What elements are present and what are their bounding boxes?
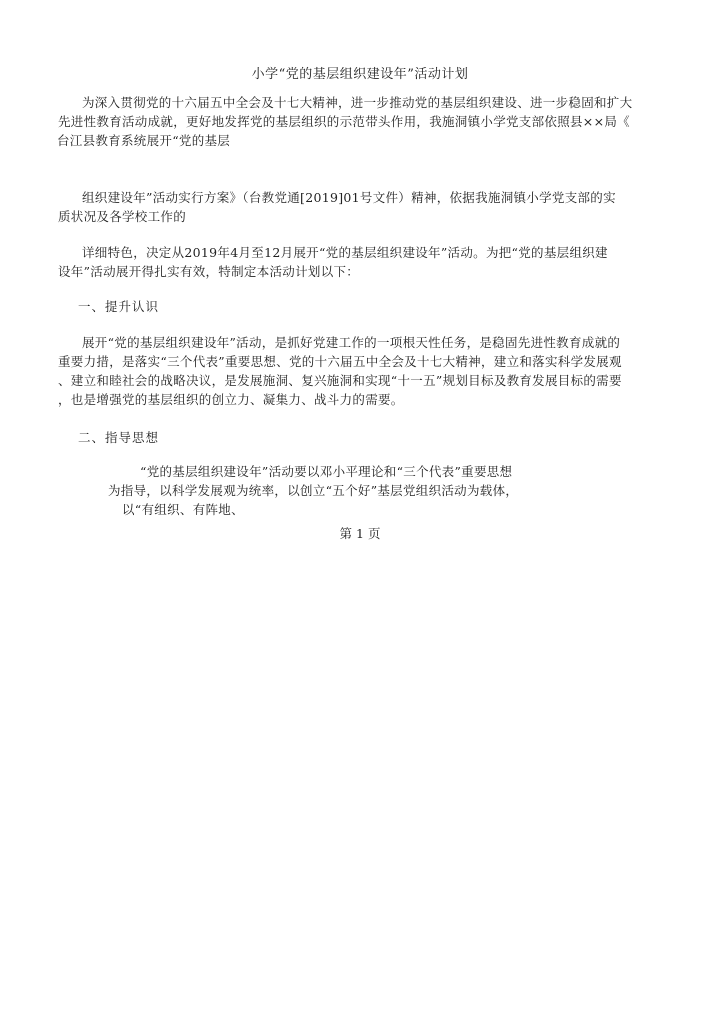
text-line: 以“有组织、有阵地、 [122, 502, 244, 517]
paragraph-decision [58, 243, 672, 281]
text-line: 详细特色，决定从2019年4月至12月展开“党的基层组织建设年”活动。为把“党的基层组织建 [82, 245, 608, 260]
text-line: 展开“党的基层组织建设年”活动，是抓好党建工作的一项根天性任务，是稳固先进性教育成就的 [82, 335, 621, 350]
section-heading-2: 二、指导思想 [78, 430, 160, 445]
section-heading-1: 一、提升认识 [78, 299, 160, 314]
text-line: 组织建设年”活动实行方案》（台教党通[2019]01号文件）精神，依据我施洞镇小学党支部的实 [82, 190, 616, 205]
text-line: “党的基层组织建设年”活动要以邓小平理论和“三个代表”重要思想 [140, 464, 513, 479]
text-line: 重要力措，是落实“三个代表”重要思想、党的十六届五中全会及十七大精神，建立和落实科学发展观 [58, 354, 622, 369]
text-line: 台江县教育系统展开“党的基层 [57, 133, 231, 148]
paragraph-intro [58, 93, 672, 150]
document-title: 小学“党的基层组织建设年”活动计划 [251, 67, 469, 82]
text-line: 为深入贯彻党的十六届五中全会及十七大精神，进一步推动党的基层组织建设、进一步稳固和扩大 [82, 95, 633, 110]
text-line: ，也是增强党的基层组织的创立力、凝集力、战斗力的需要。 [58, 392, 404, 407]
paragraph-basis [58, 188, 672, 226]
text-line: 为指导，以科学发展观为统率，以创立“五个好”基层党组织活动为载体， [108, 483, 519, 498]
text-line: 设年”活动展开得扎实有效，特制定本活动计划以下： [58, 264, 360, 279]
text-line: 先进性教育活动成就，更好地发挥党的基层组织的示范带头作用，我施洞镇小学党支部依照县××局《 [58, 114, 630, 129]
page-number: 第 1 页 [339, 526, 381, 541]
text-line: 、建立和睦社会的战略决议，是发展施洞、复兴施洞和实现“十一五”规划目标及教育发展目标的需要 [58, 373, 622, 388]
text-line: 质状况及各学校工作的 [58, 209, 187, 224]
paragraph-guiding [108, 462, 668, 519]
paragraph-awareness [58, 333, 672, 409]
